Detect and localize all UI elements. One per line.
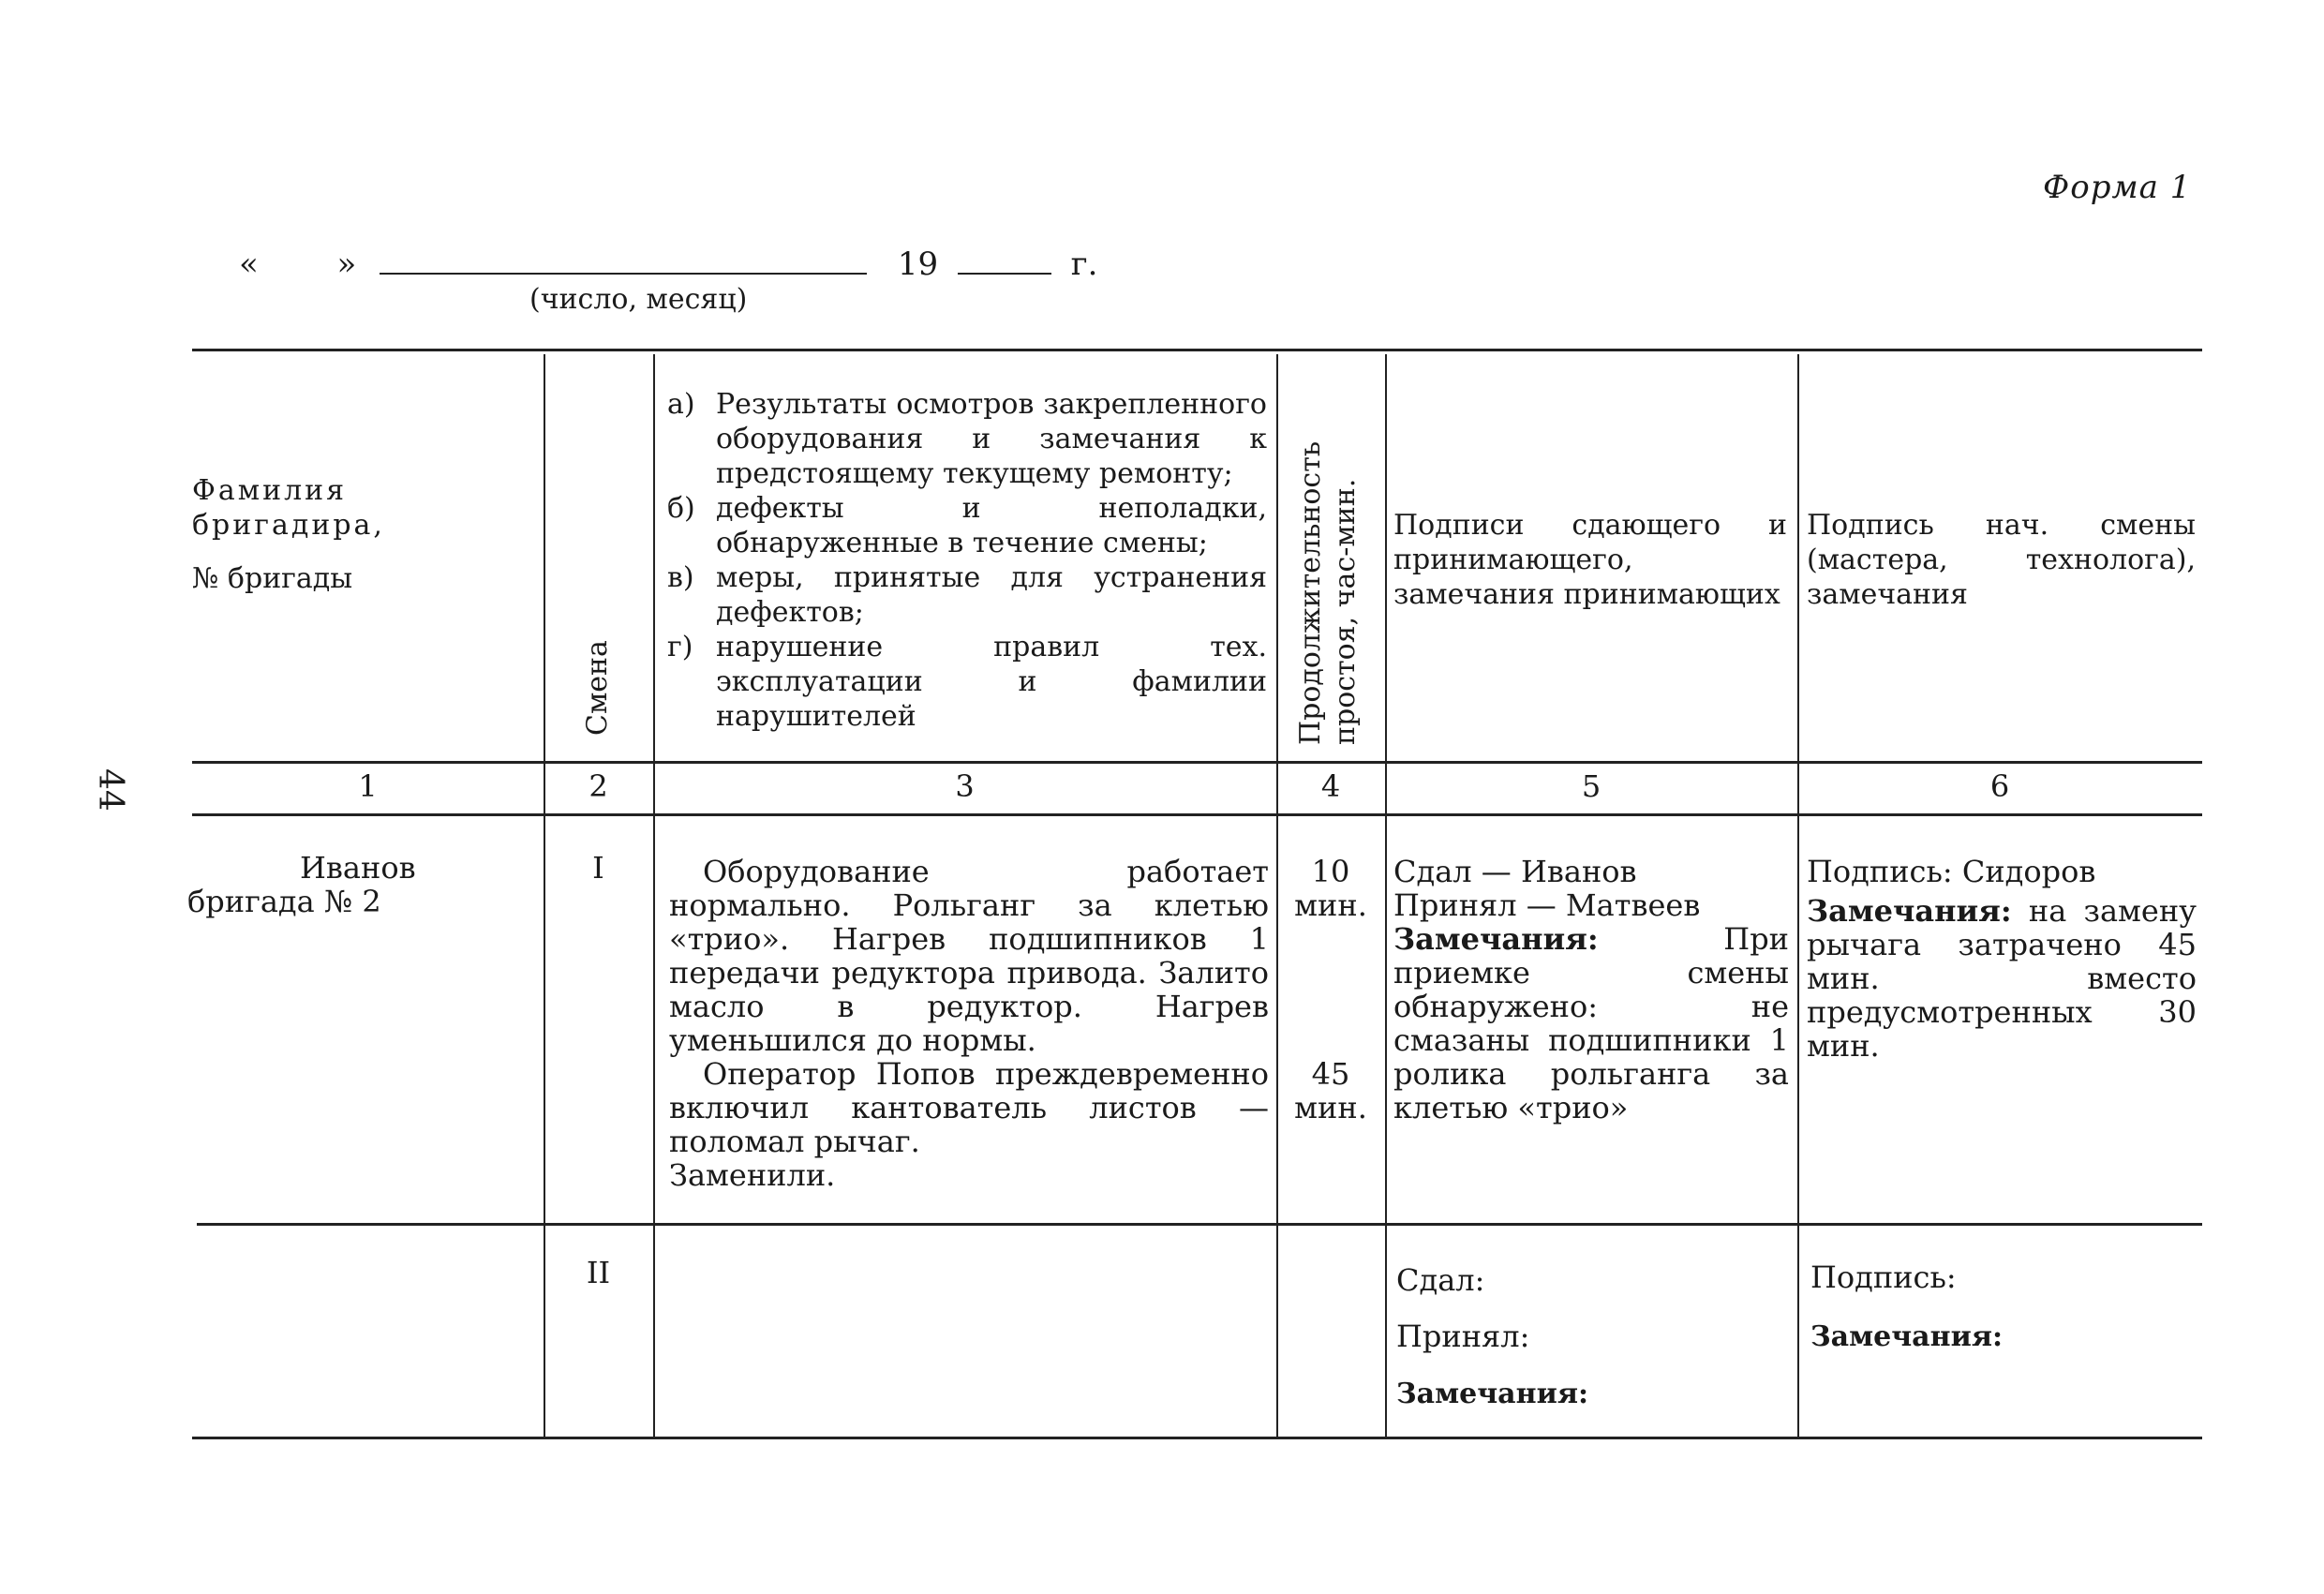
header-brigadier [192,473,539,596]
row1-downtime-1-unit: мин. [1294,887,1367,923]
row2-shift: II [586,1255,611,1290]
row2-handover [1396,1263,1790,1411]
row1-downtime-2-unit: мин. [1294,1090,1367,1125]
column-number-6: 6 [1989,768,2010,804]
header-brigadier-line1: Фамилия бригадира, [192,474,385,542]
header-downtime-line1: Продолжительность [1294,440,1327,745]
row1-downtime-2 [1276,1057,1385,1125]
row1-downtime-2-value: 45 [1311,1056,1350,1092]
row1-description-para2: Оператор Попов преждевременно включил кантователь листов — поломал рычаг. [669,1056,1269,1159]
table-top-rule [192,349,2202,351]
header-downtime-line2: простоя, час-мин. [1329,478,1362,745]
row1-brigadier [187,851,534,918]
column-number-5: 5 [1581,768,1601,804]
row1-description-para3: Заменили. [669,1157,836,1193]
form-label: Форма 1 [2043,169,2192,206]
column-number-2: 2 [588,768,608,804]
column-number-4: 4 [1320,768,1341,804]
row2-handed: Сдал: [1396,1262,1485,1298]
header-description-item: г) нарушение правил тех. эксплуатации и фамилии нарушителей [667,631,1267,733]
row1-downtime-1 [1276,855,1385,922]
row1-description-para1: Оборудование работает нормально. Рольганг за клетью «трио». Нагрев подшипников 1 передачи редуктора привода. Залито масло в редуктор. Нагрев уменьшился до нормы. [669,854,1269,1058]
row1-brigadier-team: бригада № 2 [187,884,381,919]
row2-accepted: Принял: [1396,1318,1530,1354]
header-signatures: Подписи сдающего и принимающего, замечания принимающих [1393,509,1787,611]
row1-supervisor-remarks-text: на замену рычага затрачено 45 мин. вместо предусмотренных 30 мин. [1807,893,2197,1064]
row1-handover-remarks-label: Замечания: [1393,921,1599,957]
date-caption: (число, месяц) [529,283,748,316]
row1-description [669,855,1269,1192]
row1-handover-remarks [1393,922,1789,1125]
col-divider-4 [1385,354,1387,1437]
column-number-1: 1 [358,768,378,804]
column-number-3: 3 [955,768,975,804]
date-close-quote: » [336,246,357,283]
row1-handover-remarks-text: При приемке смены обнаружено: не смазаны подшипники 1 ролика рольганга за клетью «трио» [1393,921,1789,1125]
header-downtime [1293,441,1363,745]
row1-supervisor-remarks-label: Замечания: [1807,893,2012,929]
header-bottom-rule [192,761,2202,764]
date-open-quote: « [239,246,259,283]
header-brigadier-line2: № бригады [192,562,353,595]
date-year-prefix: 19 [897,246,939,283]
table-bottom-rule [192,1437,2202,1439]
row1-supervisor-remarks [1807,894,2197,1063]
row1-bottom-rule [197,1223,2202,1226]
row1-brigadier-name: Иванов [300,850,416,886]
header-supervisor: Подпись нач. смены (мастера, технолога), замечания [1807,509,2196,611]
date-line [239,246,1097,283]
row1-handed: Сдал — Иванов [1393,854,1637,889]
colnum-bottom-rule [192,813,2202,816]
row2-supervisor-signature: Подпись: [1810,1259,1957,1295]
row2-handover-remarks-label: Замечания: [1396,1378,1589,1410]
date-year-blank [958,246,1051,275]
col-divider-2 [653,354,655,1437]
row1-shift: I [592,850,604,886]
col-divider-5 [1797,354,1799,1437]
header-description-item: а) Результаты осмотров закрепленного оборудования и замечания к предстоящему текущему ремонту; [667,388,1267,490]
row2-supervisor-remarks-label: Замечания: [1810,1320,2004,1353]
row1-handover [1393,855,1789,1125]
row1-downtime-1-value: 10 [1311,854,1350,889]
header-description [667,387,1267,734]
date-year-suffix: г. [1070,246,1098,283]
date-month-blank [380,246,867,275]
header-description-item: б) дефекты и неполадки, обнаруженные в течение смены; [667,492,1267,559]
page-number: 44 [91,768,129,812]
row1-supervisor [1807,855,2197,1063]
header-description-item: в) меры, принятые для устранения дефектов; [667,561,1267,629]
row1-supervisor-signature: Подпись: Сидоров [1807,854,2096,889]
row2-supervisor [1810,1260,2195,1354]
header-shift: Смена [581,640,614,736]
row1-accepted: Принял — Матвеев [1393,887,1701,923]
